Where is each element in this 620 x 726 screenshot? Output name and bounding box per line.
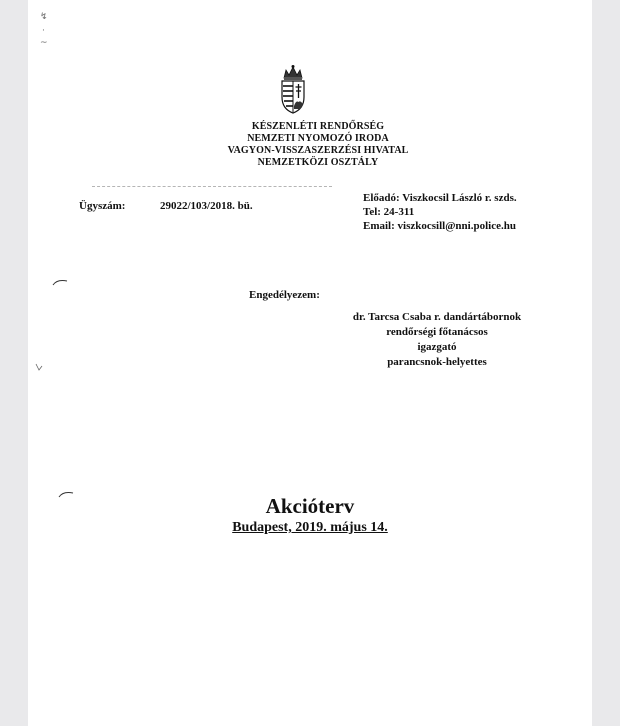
margin-tick-mark	[34, 362, 44, 372]
header-line-3: VAGYON-VISSZASZERZÉSI HIVATAL	[227, 145, 409, 156]
case-number-value: 29022/103/2018. bü.	[160, 200, 253, 212]
scan-mark-middle: ·	[42, 26, 45, 36]
margin-bracket-mark	[52, 278, 68, 286]
approver-name: dr. Tarcsa Csaba r. dandártábornok	[352, 311, 522, 323]
header-line-1: KÉSZENLÉTI RENDŐRSÉG	[251, 121, 385, 132]
document-title: Akcióterv	[265, 494, 355, 518]
presenter-line: Előadó: Viszkocsil László r. szds.	[363, 192, 517, 204]
email-line: Email: viszkocsill@nni.police.hu	[363, 220, 516, 232]
scan-mark-top: ↯	[40, 12, 48, 22]
header-line-4: NEMZETKÖZI OSZTÁLY	[257, 157, 379, 168]
scan-mark-bottom: ~	[40, 38, 48, 48]
phone-line: Tel: 24-311	[363, 206, 415, 218]
approver-position: parancsnok-helyettes	[387, 356, 487, 368]
case-number-label: Ügyszám:	[79, 200, 126, 212]
scan-dotted-line	[92, 186, 332, 187]
approval-label: Engedélyezem:	[249, 289, 320, 301]
coat-of-arms-icon	[278, 64, 308, 114]
approver-title: igazgató	[417, 341, 457, 353]
approver-rank: rendőrségi főtanácsos	[386, 326, 488, 338]
header-line-2: NEMZETI NYOMOZÓ IRODA	[247, 133, 389, 144]
document-place-date: Budapest, 2019. május 14.	[232, 520, 388, 535]
